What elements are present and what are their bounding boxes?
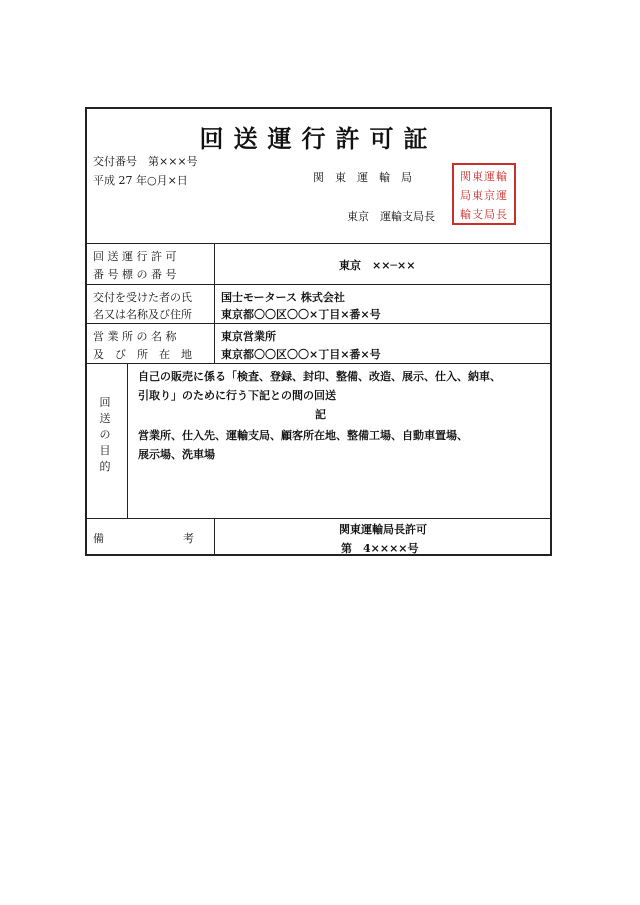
purpose-line-4: 展示場、洗車場 (138, 448, 215, 461)
row-divider (87, 363, 550, 364)
column-divider (214, 243, 215, 363)
holder-address: 東京都〇〇区〇〇×丁目×番×号 (221, 308, 381, 321)
seal-line: 輸支局長 (460, 208, 508, 221)
column-divider (214, 518, 215, 556)
purpose-ki: 記 (315, 408, 326, 421)
purpose-label-char: 的 (99, 460, 111, 473)
holder-name: 国士モータース 株式会社 (221, 291, 345, 304)
remarks-label-2: 考 (183, 532, 194, 545)
official-seal (452, 163, 516, 225)
plate-label-line-2: 番 号 標 の 番 号 (93, 268, 177, 281)
plate-number-value: 東京 ××─×× (339, 259, 416, 272)
purpose-line-2: 引取り」のために行う下記との間の回送 (138, 389, 336, 402)
purpose-label-char: 回 (99, 396, 111, 409)
office-label-line-1: 営 業 所 の 名 称 (93, 330, 177, 343)
issue-number: 交付番号 第×××号 (93, 155, 198, 168)
purpose-label (95, 395, 115, 475)
row-divider (87, 243, 550, 244)
office-label-line-2: 及 び 所 在 地 (93, 348, 192, 361)
permit-frame (85, 107, 552, 556)
seal-line: 関東運輸 (460, 170, 508, 183)
office-address: 東京都〇〇区〇〇×丁目×番×号 (221, 348, 381, 361)
office-name: 東京営業所 (221, 330, 276, 343)
branch-head: 東京 運輸支局長 (347, 210, 435, 223)
issue-date: 平成 27 年○月×日 (93, 174, 188, 187)
purpose-line-1: 自己の販売に係る「検査、登録、封印、整備、改造、展示、仕入、納車、 (138, 370, 501, 383)
purpose-line-3: 営業所、仕入先、運輸支局、顧客所在地、整備工場、自動車置場、 (138, 429, 468, 442)
remarks-line-2: 第 4××××号 (341, 542, 419, 555)
purpose-label-char: の (99, 428, 111, 441)
plate-label-line-1: 回 送 運 行 許 可 (93, 250, 177, 263)
purpose-label-char: 目 (99, 444, 111, 457)
holder-label-line-2: 名又は名称及び住所 (93, 308, 192, 321)
holder-label-line-1: 交付を受けた者の氏 (93, 291, 192, 304)
column-divider (127, 363, 128, 518)
seal-line: 局東京運 (460, 189, 508, 202)
remarks-label-1: 備 (93, 532, 104, 545)
document-title: 回送運行許可証 (199, 124, 438, 153)
row-divider (87, 323, 550, 324)
purpose-label-char: 送 (99, 412, 111, 425)
row-divider (87, 284, 550, 285)
issuing-authority: 関 東 運 輸 局 (313, 171, 412, 184)
row-divider (87, 518, 550, 519)
remarks-line-1: 関東運輸局長許可 (339, 523, 427, 536)
